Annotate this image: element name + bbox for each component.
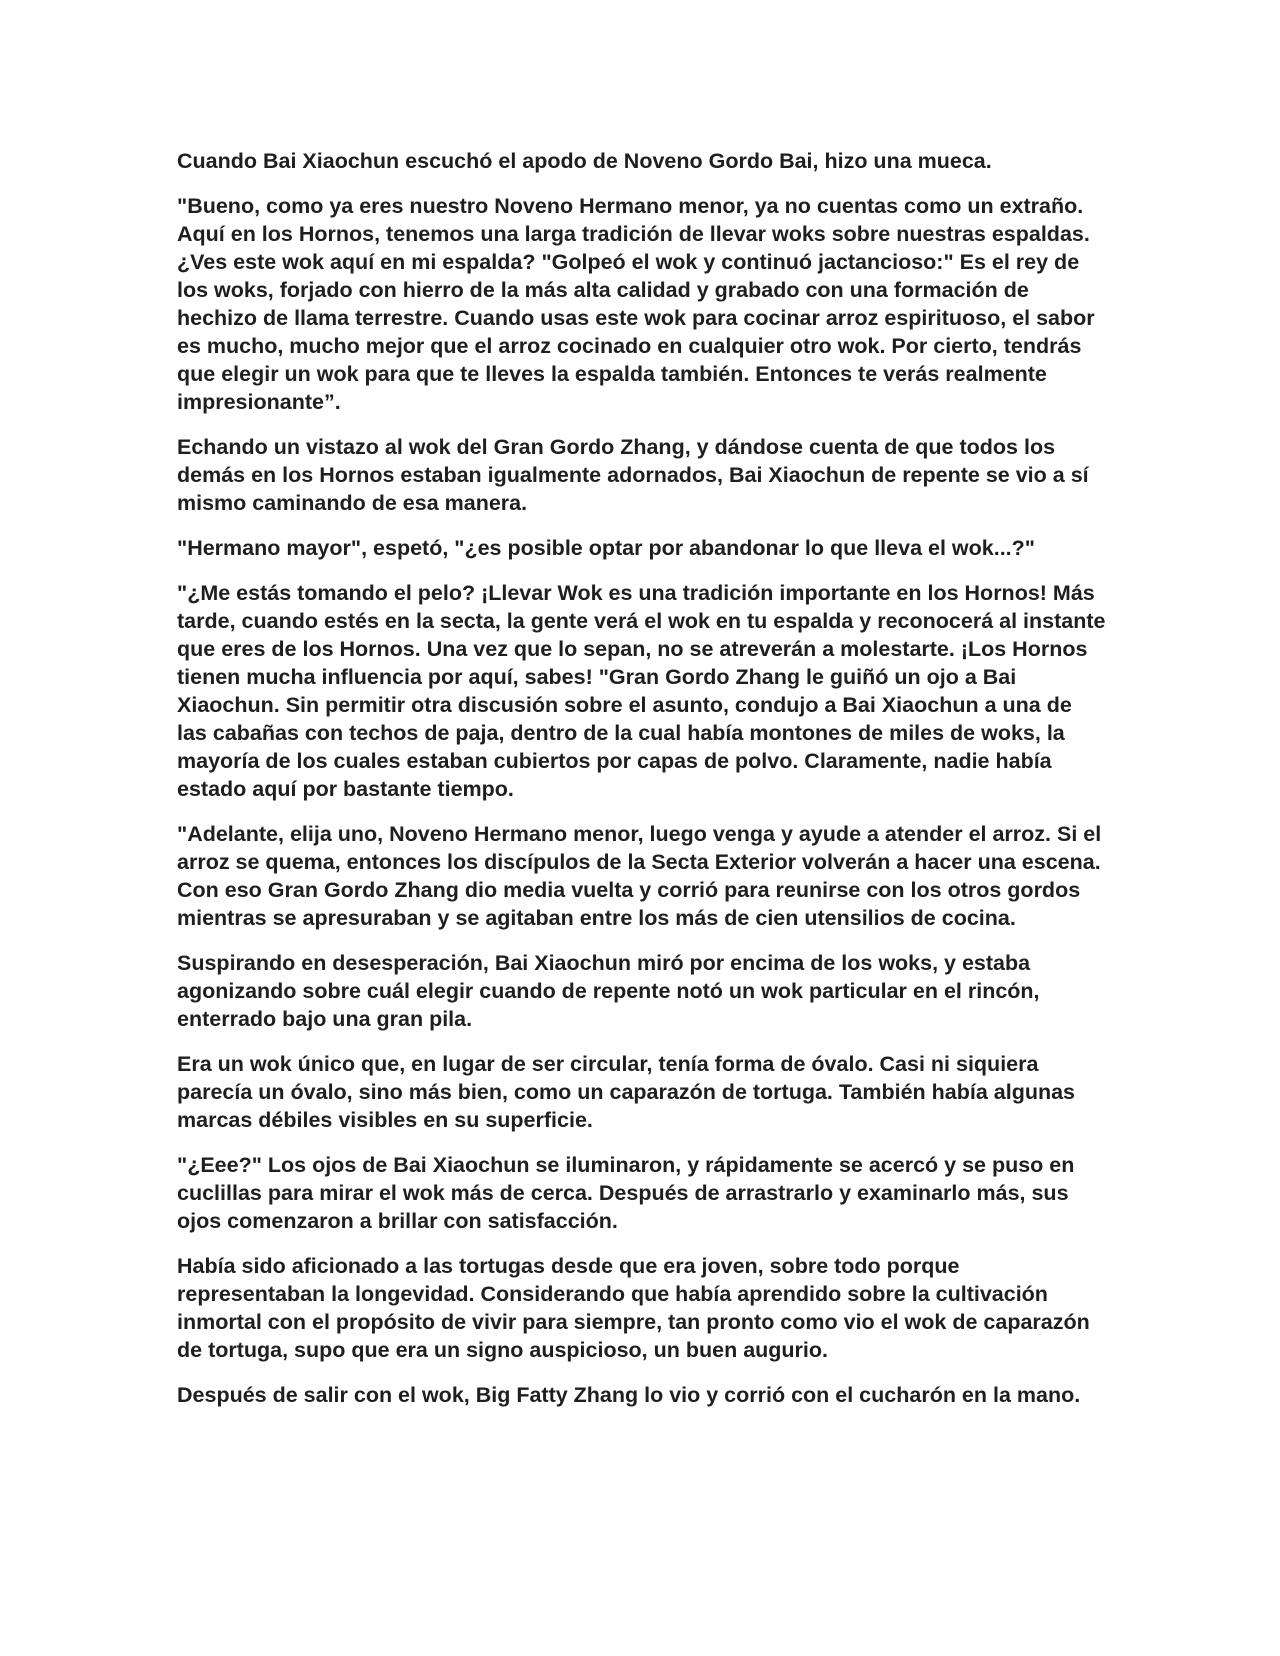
paragraph-9: "¿Eee?" Los ojos de Bai Xiaochun se iluminaron, y rápidamente se acercó y se puso en cuclillas para mirar el wok más de cerca. Después de arrastrarlo y examinarlo más, sus ojos comenzaron a brillar con satisfacción. [177, 1153, 1075, 1233]
paragraph-7: Suspirando en desesperación, Bai Xiaochun miró por encima de los woks, y estaba agonizando sobre cuál elegir cuando de repente notó un wok particular en el rincón, enterrado bajo una gran pila. [177, 951, 1040, 1031]
paragraph-10: Había sido aficionado a las tortugas desde que era joven, sobre todo porque representaban la longevidad. Considerando que había aprendido sobre la cultivación inmortal con el propósito de vivir para siempre, tan pronto como vio el wok de caparazón de tortuga, supo que era un signo auspicioso, un buen augurio. [177, 1254, 1090, 1362]
paragraph-8: Era un wok único que, en lugar de ser circular, tenía forma de óvalo. Casi ni siquiera parecía un óvalo, sino más bien, como un caparazón de tortuga. También había algunas marcas débiles visibles en su superficie. [177, 1052, 1076, 1132]
paragraph-1: Cuando Bai Xiaochun escuchó el apodo de Noveno Gordo Bai, hizo una mueca. [177, 149, 992, 173]
document-page [177, 147, 1107, 1426]
paragraph-5: "¿Me estás tomando el pelo? ¡Llevar Wok es una tradición importante en los Hornos! Más tarde, cuando estés en la secta, la gente verá el wok en tu espalda y reconocerá al instante que eres de los Hornos. Una vez que lo sepan, no se atreverán a molestarte. ¡Los Hornos tienen mucha influencia por aquí, sabes! "Gran Gordo Zhang le guiñó un ojo a Bai Xiaochun. Sin permitir otra discusión sobre el asunto, condujo a Bai Xiaochun a una de las cabañas con techos de paja, dentro de la cual había montones de miles de woks, la mayoría de los cuales estaban cubiertos por capas de polvo. Claramente, nadie había estado aquí por bastante tiempo. [177, 581, 1106, 801]
paragraph-6: "Adelante, elija uno, Noveno Hermano menor, luego venga y ayude a atender el arroz. Si el arroz se quema, entonces los discípulos de la Secta Exterior volverán a hacer una escena. Con eso Gran Gordo Zhang dio media vuelta y corrió para reunirse con los otros gordos mientras se apresuraban y se agitaban entre los más de cien utensilios de cocina. [177, 822, 1102, 930]
paragraph-2: "Bueno, como ya eres nuestro Noveno Hermano menor, ya no cuentas como un extraño. Aquí en los Hornos, tenemos una larga tradición de llevar woks sobre nuestras espaldas. ¿Ves este wok aquí en mi espalda? "Golpeó el wok y continuó jactancioso:" Es el rey de los woks, forjado con hierro de la más alta calidad y grabado con una formación de hechizo de llama terrestre. Cuando usas este wok para cocinar arroz espirituoso, el sabor es mucho, mucho mejor que el arroz cocinado en cualquier otro wok. Por cierto, tendrás que elegir un wok para que te lleves la espalda también. Entonces te verás realmente impresionante”. [177, 194, 1095, 414]
paragraph-11: Después de salir con el wok, Big Fatty Zhang lo vio y corrió con el cucharón en la mano. [177, 1383, 1081, 1407]
paragraph-3: Echando un vistazo al wok del Gran Gordo Zhang, y dándose cuenta de que todos los demás en los Hornos estaban igualmente adornados, Bai Xiaochun de repente se vio a sí mismo caminando de esa manera. [177, 435, 1089, 515]
paragraph-4: "Hermano mayor", espetó, "¿es posible optar por abandonar lo que lleva el wok...?" [177, 536, 1035, 560]
